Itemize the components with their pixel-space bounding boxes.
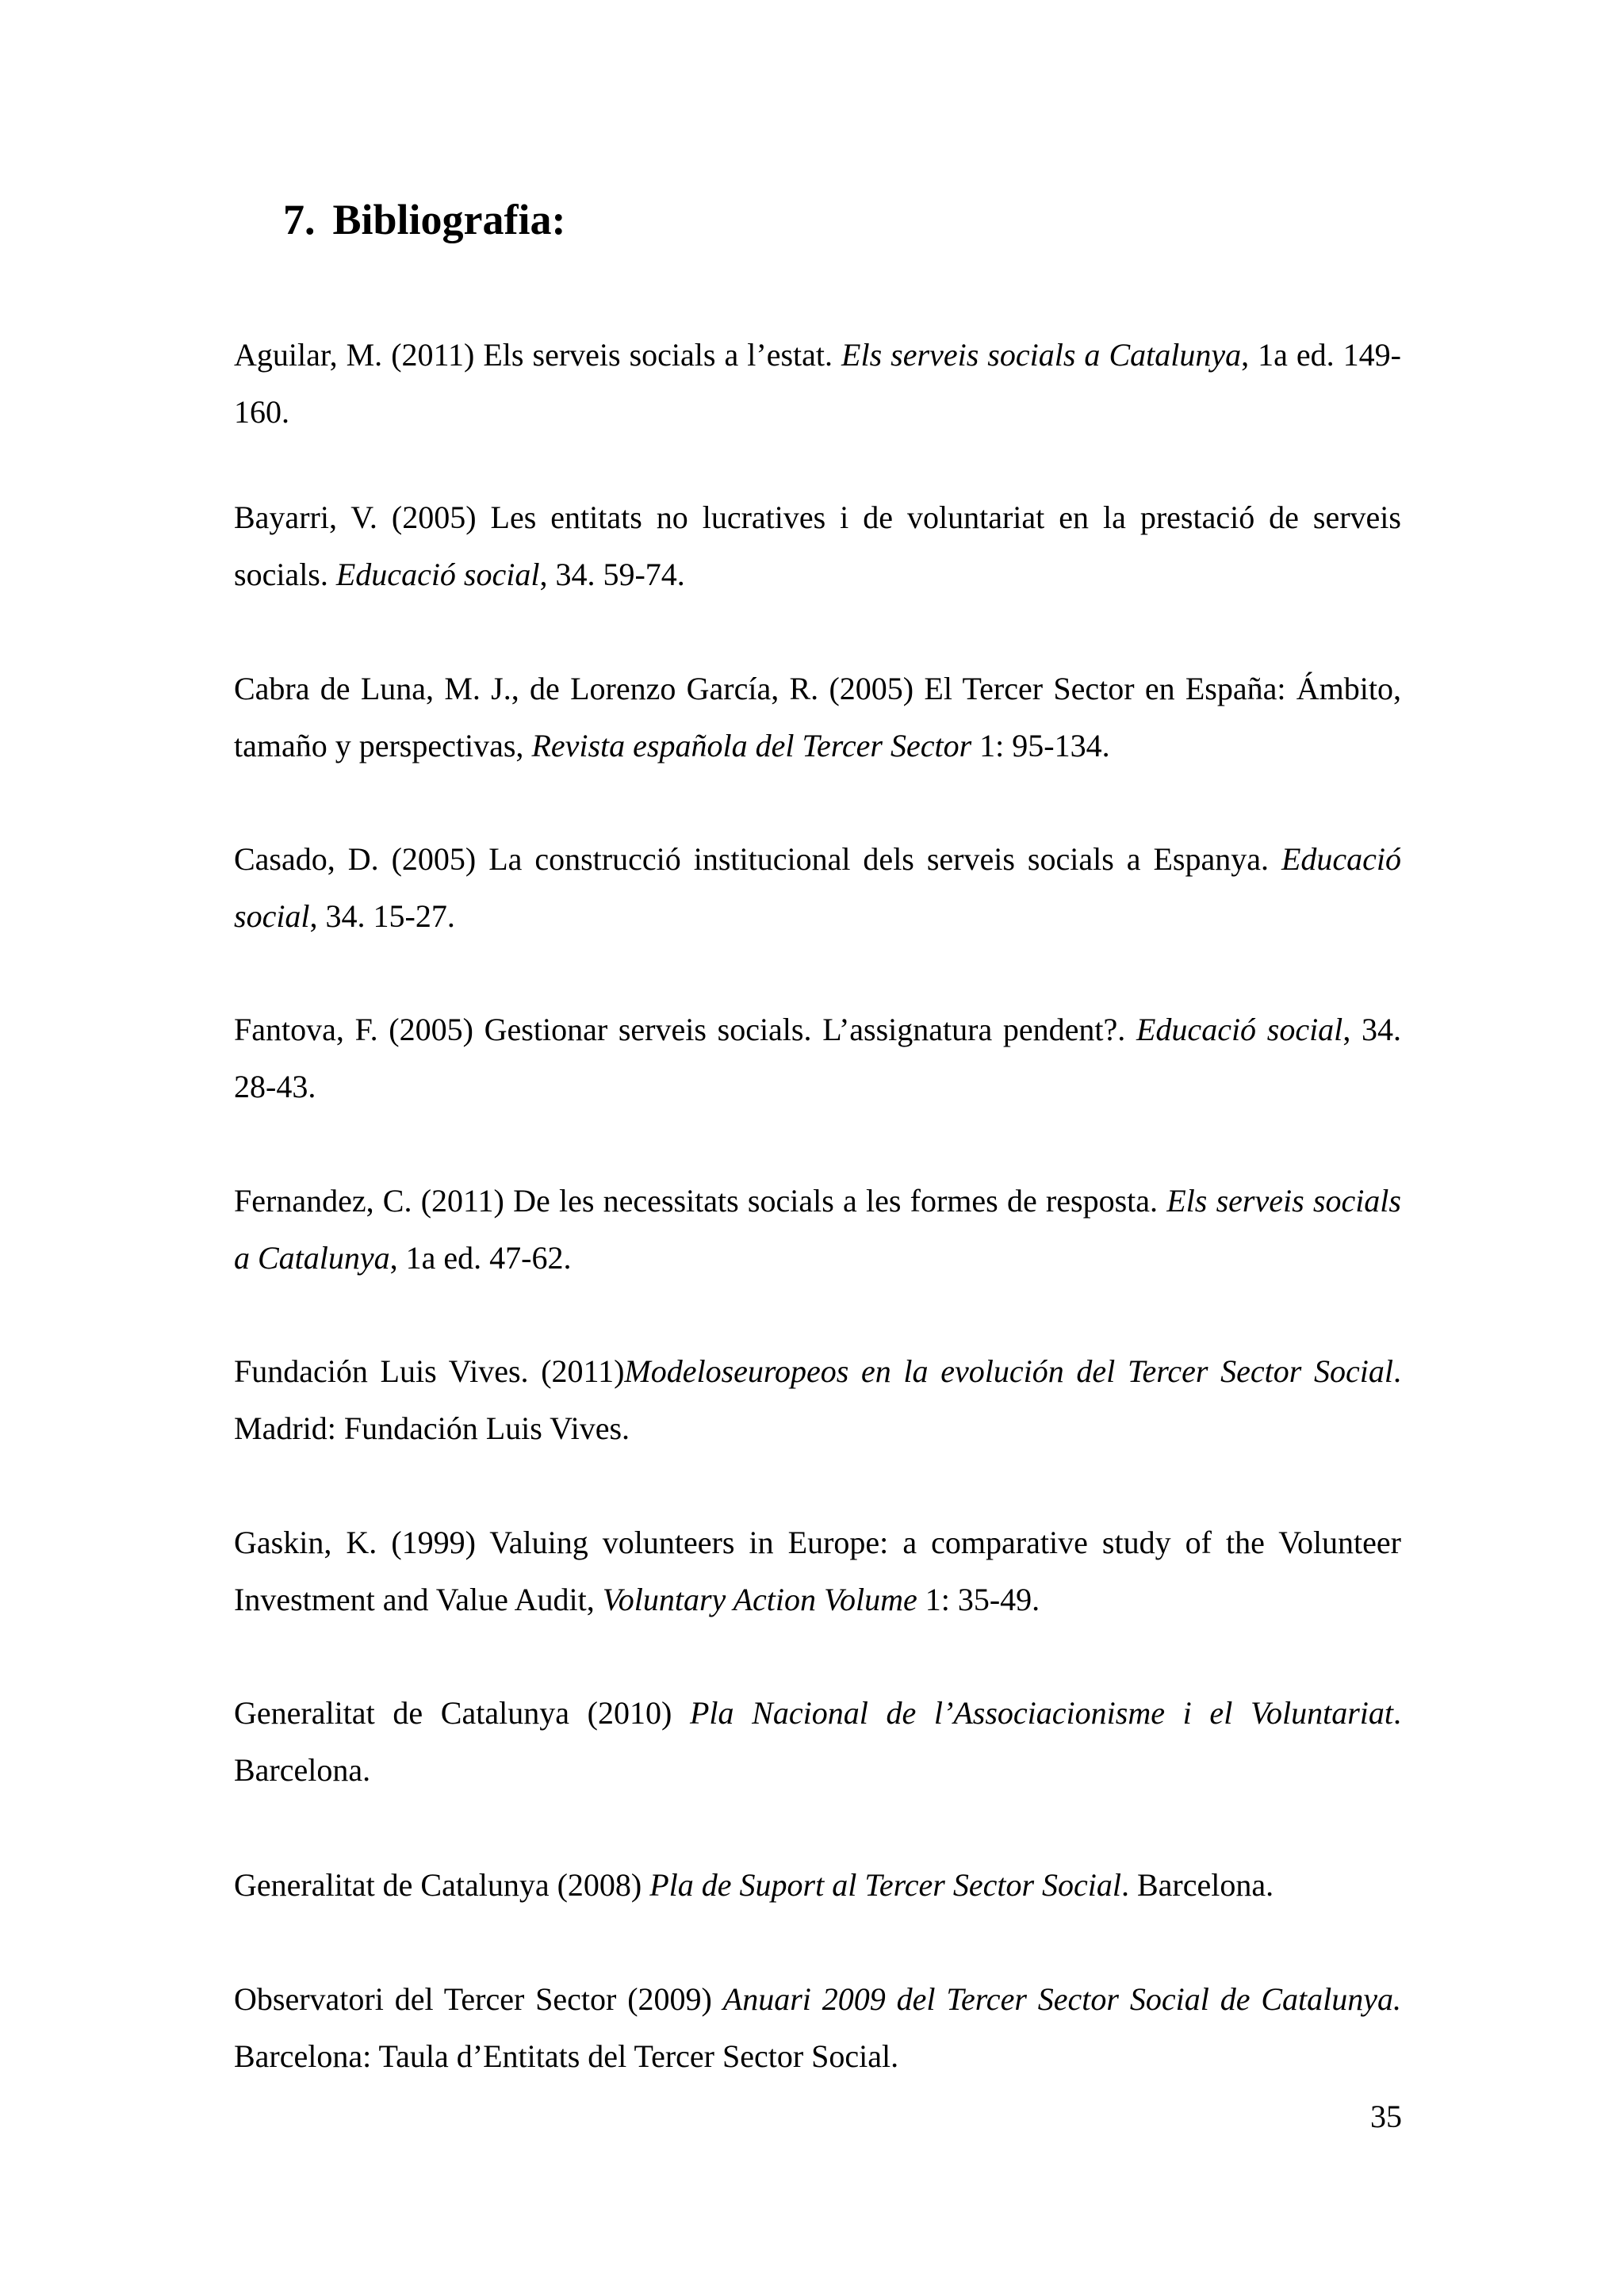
section-title: Bibliografia:: [332, 196, 566, 243]
reference-entry-gaskin: Gaskin, K. (1999) Valuing volunteers in Europe: a comparative study of the Volunteer Investment and Value Audit, Voluntary Action Volume 1: 35-49.: [234, 1525, 1401, 1617]
reference-entry-fantova: Fantova, F. (2005) Gestionar serveis socials. L’assignatura pendent?. Educació social, 34. 28-43.: [234, 1012, 1402, 1104]
reference-entry-fernandez: Fernandez, C. (2011) De les necessitats socials a les formes de resposta. Els serveis socials a Catalunya, 1a ed. 47-62.: [234, 1183, 1401, 1276]
reference-entry-generalitat-2008: Generalitat de Catalunya (2008) Pla de Suport al Tercer Sector Social. Barcelona.: [234, 1867, 1274, 1903]
reference-entry-aguilar: Aguilar, M. (2011) Els serveis socials a l’estat. Els serveis socials a Catalunya, 1a ed. 149-160.: [234, 337, 1402, 430]
section-number: 7.: [283, 196, 316, 243]
page-number: 35: [1370, 2099, 1402, 2134]
reference-entry-generalitat-2010: Generalitat de Catalunya (2010) Pla Nacional de l’Associacionisme i el Voluntariat. Barcelona.: [234, 1695, 1401, 1788]
reference-entry-fundacion-luis-vives: Fundación Luis Vives. (2011)Modeloseuropeos en la evolución del Tercer Sector Social. Madrid: Fundación Luis Vives.: [234, 1353, 1401, 1446]
reference-entry-observatori: Observatori del Tercer Sector (2009) Anuari 2009 del Tercer Sector Social de Catalunya. Barcelona: Taula d’Entitats del Tercer Sector Social.: [234, 1981, 1402, 2074]
reference-entry-cabra-de-luna: Cabra de Luna, M. J., de Lorenzo García, R. (2005) El Tercer Sector en España: Ámbito, tamaño y perspectivas, Revista española del Tercer Sector 1: 95-134.: [234, 671, 1401, 763]
section-heading: [283, 192, 566, 247]
reference-entry-casado: Casado, D. (2005) La construcció institucional dels serveis socials a Espanya. Educació social, 34. 15-27.: [234, 841, 1401, 934]
reference-entry-bayarri: Bayarri, V. (2005) Les entitats no lucratives i de voluntariat en la prestació de serveis socials. Educació social, 34. 59-74.: [234, 499, 1401, 592]
